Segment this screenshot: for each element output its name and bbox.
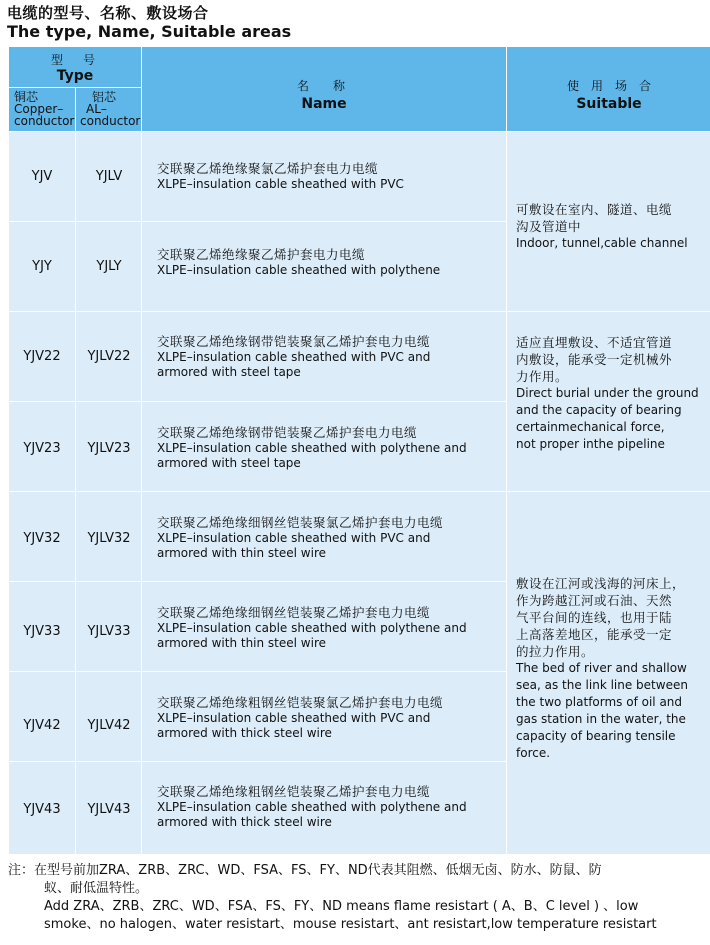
row-name — [157, 423, 502, 471]
header-type-en: Type — [56, 68, 94, 84]
row-name-en: armored with thin steel wire — [157, 546, 327, 560]
title-chinese: 电缆的型号、名称、敷设场合 — [7, 4, 209, 22]
suitable-cn: 力作用。 — [516, 369, 569, 384]
row-name — [157, 603, 502, 651]
suitable-en: capacity of bearing tensile — [516, 729, 676, 743]
row-name-cn: 交联聚乙烯绝缘钢带铠装聚乙烯护套电力电缆 — [157, 425, 418, 440]
header-al-en2: conductor — [80, 114, 141, 128]
suitable-en: not proper inthe pipeline — [516, 437, 665, 451]
suitable-cn: 上高落差地区，能承受一定 — [516, 627, 673, 642]
suitable-cn: 的拉力作用。 — [516, 644, 595, 659]
divider — [9, 761, 506, 762]
row-name-en: XLPE–insulation cable sheathed with PVC and — [157, 711, 431, 725]
suitable-cn: 作为跨越江河或石油、天然 — [516, 593, 673, 608]
header-al-cn: 铝芯 — [92, 90, 117, 104]
row-name — [157, 245, 502, 278]
header-al-en1: AL– — [86, 102, 107, 116]
suitable-text — [516, 201, 709, 252]
row-al-code: YJLV33 — [87, 624, 131, 639]
footnote-en-line2: smoke、no halogen、water resistart、mouse resistart、ant resistart,low temperature resistart — [44, 917, 657, 932]
suitable-cn: 敷设在江河或浅海的河床上， — [516, 576, 686, 591]
row-name — [157, 782, 502, 830]
row-name-en: XLPE–insulation cable sheathed with polythene and — [157, 441, 467, 455]
header-suitable — [507, 77, 710, 114]
row-name-en: XLPE–insulation cable sheathed with polythene — [157, 263, 441, 277]
row-name-cn: 交联聚乙烯绝缘聚乙烯护套电力电缆 — [157, 247, 366, 262]
row-name-cn: 交联聚乙烯绝缘粗钢丝铠装聚氯乙烯护套电力电缆 — [157, 695, 444, 710]
header-copper-en2: conductor — [14, 114, 75, 128]
row-name — [157, 513, 502, 561]
suitable-en: force. — [516, 746, 551, 760]
suitable-en: and the capacity of bearing — [516, 403, 682, 417]
header-suitable-cn: 使 用 场 合 — [566, 79, 651, 93]
row-name-en: armored with thin steel wire — [157, 636, 327, 650]
footnote — [8, 862, 708, 934]
row-name-cn: 交联聚乙烯绝缘细钢丝铠装聚氯乙烯护套电力电缆 — [157, 515, 444, 530]
divider — [506, 47, 507, 854]
header-copper-en1: Copper– — [14, 102, 64, 116]
title-english: The type, Name, Suitable areas — [7, 22, 292, 41]
row-name-en: XLPE–insulation cable sheathed with polythene and — [157, 621, 467, 635]
divider — [9, 221, 506, 222]
suitable-text — [516, 334, 709, 453]
cable-table — [9, 47, 710, 854]
row-name — [157, 693, 502, 741]
row-copper-code: YJV23 — [23, 441, 61, 456]
header-al — [76, 91, 142, 127]
suitable-en: The bed of river and shallow — [516, 661, 687, 675]
footnote-cn-line2: 蚁、耐低温特性。 — [44, 881, 149, 896]
divider — [9, 491, 710, 492]
row-name-en: armored with steel tape — [157, 456, 301, 470]
footnote-en-line1: Add ZRA、ZRB、ZRC、WD、FSA、FS、FY、ND means flame resistart ( A、B、C level ) 、low — [44, 899, 639, 914]
divider — [9, 401, 506, 402]
row-copper-code: YJV32 — [23, 531, 61, 546]
header-type-cn: 型 号 — [50, 53, 99, 67]
row-copper-code: YJV43 — [23, 802, 61, 817]
divider — [9, 311, 710, 312]
row-name-cn: 交联聚乙烯绝缘钢带铠装聚氯乙烯护套电力电缆 — [157, 334, 431, 349]
divider — [75, 87, 76, 854]
row-name-cn: 交联聚乙烯绝缘粗钢丝铠装聚乙烯护套电力电缆 — [157, 784, 431, 799]
row-al-code: YJLV43 — [87, 802, 131, 817]
row-name-en: armored with thick steel wire — [157, 815, 332, 829]
row-al-code: YJLV32 — [87, 531, 131, 546]
suitable-en: gas station in the water, the — [516, 712, 686, 726]
header-name — [142, 77, 506, 114]
header-suitable-en: Suitable — [576, 96, 642, 112]
row-name — [157, 332, 502, 380]
row-name-en: armored with thick steel wire — [157, 726, 332, 740]
row-al-code: YJLY — [96, 259, 122, 274]
suitable-en: Indoor, tunnel,cable channel — [516, 236, 688, 250]
row-al-code: YJLV42 — [87, 718, 131, 733]
row-copper-code: YJY — [32, 259, 52, 274]
row-copper-code: YJV — [31, 169, 53, 184]
header-type — [9, 51, 141, 84]
row-name-en: XLPE–insulation cable sheathed with PVC and — [157, 350, 431, 364]
row-name-cn: 交联聚乙烯绝缘细钢丝铠装聚乙烯护套电力电缆 — [157, 605, 431, 620]
divider — [9, 131, 710, 132]
row-name — [157, 159, 502, 192]
suitable-en: Direct burial under the ground — [516, 386, 699, 400]
header-name-cn: 名 称 — [296, 79, 351, 93]
header-name-en: Name — [301, 96, 347, 112]
divider — [9, 581, 506, 582]
row-al-code: YJLV — [95, 169, 123, 184]
row-name-en: armored with steel tape — [157, 365, 301, 379]
suitable-en: sea, as the link line between — [516, 678, 688, 692]
row-copper-code: YJV33 — [23, 624, 61, 639]
row-name-cn: 交联聚乙烯绝缘聚氯乙烯护套电力电缆 — [157, 161, 379, 176]
suitable-cn: 气平台间的连线，也用于陆 — [516, 610, 673, 625]
suitable-en: the two platforms of oil and — [516, 695, 683, 709]
row-al-code: YJLV22 — [87, 349, 131, 364]
header-copper — [9, 91, 75, 127]
suitable-text — [516, 575, 709, 762]
suitable-cn: 内敷设，能承受一定机械外 — [516, 352, 673, 367]
row-al-code: YJLV23 — [87, 441, 131, 456]
row-name-en: XLPE–insulation cable sheathed with PVC and — [157, 531, 431, 545]
row-name-en: XLPE–insulation cable sheathed with PVC — [157, 177, 404, 191]
suitable-cn: 可敷设在室内、隧道、电缆 — [516, 202, 673, 217]
suitable-cn: 沟及管道中 — [516, 219, 582, 234]
suitable-en: certainmechanical force, — [516, 420, 665, 434]
row-copper-code: YJV42 — [23, 718, 61, 733]
row-copper-code: YJV22 — [23, 349, 61, 364]
footnote-cn-line1: 注：在型号前加ZRA、ZRB、ZRC、WD、FSA、FS、FY、ND代表其阻燃、低烟无卤、防水、防鼠、防 — [8, 863, 602, 878]
header-copper-cn: 铜芯 — [14, 90, 39, 104]
row-name-en: XLPE–insulation cable sheathed with polythene and — [157, 800, 467, 814]
divider — [9, 671, 506, 672]
suitable-cn: 适应直埋敷设、不适宜管道 — [516, 335, 673, 350]
